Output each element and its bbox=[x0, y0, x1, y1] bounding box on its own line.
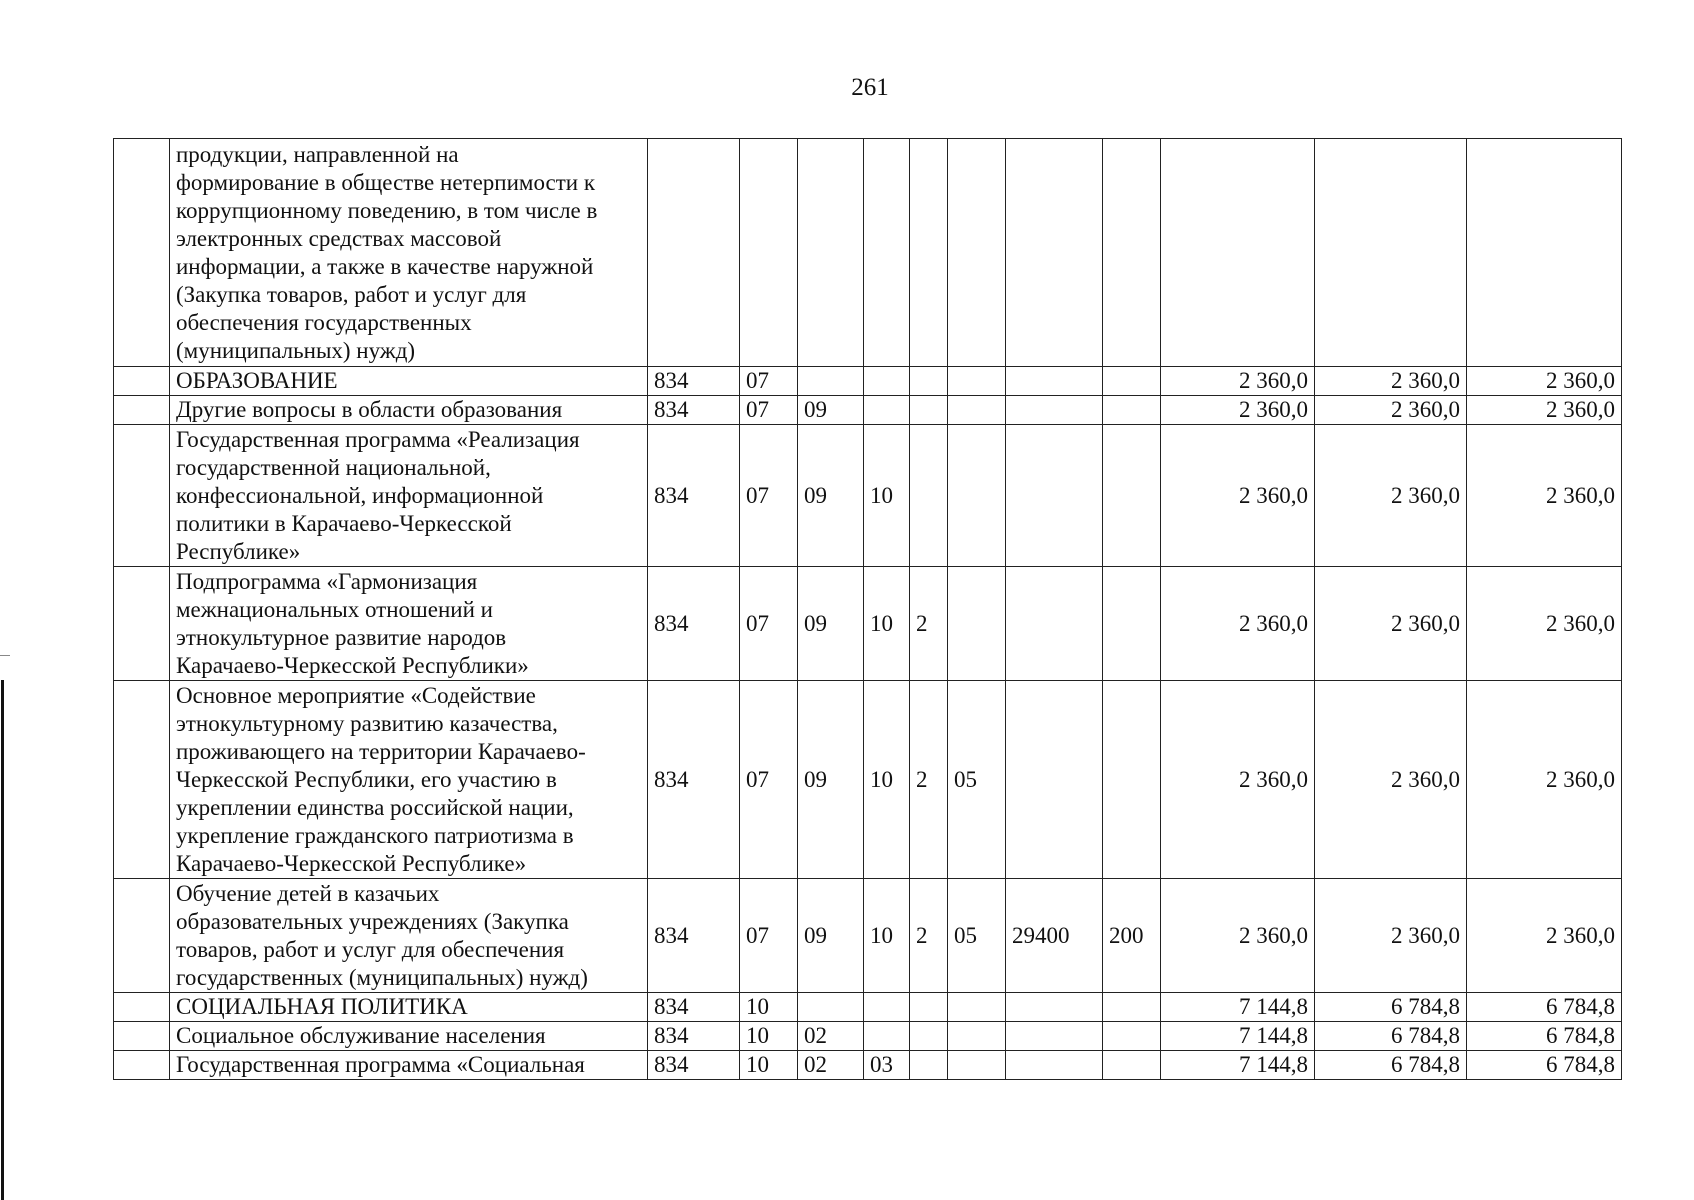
subprogram-code bbox=[910, 993, 948, 1022]
amount-year-2: 2 360,0 bbox=[1315, 425, 1467, 567]
row-index-cell bbox=[114, 1022, 170, 1051]
subprogram-code bbox=[910, 425, 948, 567]
section-code: 07 bbox=[740, 367, 798, 396]
direction-code bbox=[1006, 139, 1103, 367]
amount-year-3 bbox=[1467, 139, 1622, 367]
row-index-cell bbox=[114, 1051, 170, 1080]
activity-code bbox=[948, 1051, 1006, 1080]
amount-year-3: 2 360,0 bbox=[1467, 425, 1622, 567]
ved-code: 834 bbox=[648, 993, 740, 1022]
expense-type-code bbox=[1103, 139, 1161, 367]
section-code: 07 bbox=[740, 681, 798, 879]
row-name: Государственная программа «Социальная bbox=[170, 1051, 648, 1080]
amount-year-2: 6 784,8 bbox=[1315, 993, 1467, 1022]
activity-code bbox=[948, 1022, 1006, 1051]
row-index-cell bbox=[114, 567, 170, 681]
subsection-code: 09 bbox=[798, 396, 864, 425]
expense-type-code bbox=[1103, 1051, 1161, 1080]
page-number: 261 bbox=[851, 74, 889, 101]
expense-type-code bbox=[1103, 425, 1161, 567]
activity-code: 05 bbox=[948, 879, 1006, 993]
subsection-code: 02 bbox=[798, 1022, 864, 1051]
amount-year-3: 6 784,8 bbox=[1467, 993, 1622, 1022]
ved-code: 834 bbox=[648, 396, 740, 425]
section-code bbox=[740, 139, 798, 367]
ved-code bbox=[648, 139, 740, 367]
ved-code: 834 bbox=[648, 1022, 740, 1051]
activity-code bbox=[948, 139, 1006, 367]
activity-code bbox=[948, 367, 1006, 396]
expense-type-code bbox=[1103, 1022, 1161, 1051]
subprogram-code: 2 bbox=[910, 879, 948, 993]
amount-year-1: 2 360,0 bbox=[1161, 567, 1315, 681]
ved-code: 834 bbox=[648, 681, 740, 879]
activity-code bbox=[948, 425, 1006, 567]
row-name: Обучение детей в казачьих образовательных учреждениях (Закупка товаров, работ и услуг для обеспечения государственных (муниципальных) нужд) bbox=[170, 879, 648, 993]
row-name: Другие вопросы в области образования bbox=[170, 396, 648, 425]
subsection-code: 09 bbox=[798, 681, 864, 879]
row-name: Государственная программа «Реализация государственной национальной, конфессиональной, информационной политики в Карачаево-Черкесской Республике» bbox=[170, 425, 648, 567]
table-row bbox=[114, 367, 1622, 396]
direction-code bbox=[1006, 681, 1103, 879]
expense-type-code: 200 bbox=[1103, 879, 1161, 993]
activity-code bbox=[948, 993, 1006, 1022]
row-index-cell bbox=[114, 681, 170, 879]
subsection-code: 09 bbox=[798, 879, 864, 993]
amount-year-3: 2 360,0 bbox=[1467, 567, 1622, 681]
budget-table bbox=[113, 138, 1622, 1080]
expense-type-code bbox=[1103, 681, 1161, 879]
amount-year-3: 2 360,0 bbox=[1467, 879, 1622, 993]
table-row bbox=[114, 1051, 1622, 1080]
program-code bbox=[864, 1022, 910, 1051]
subprogram-code bbox=[910, 1051, 948, 1080]
amount-year-3: 2 360,0 bbox=[1467, 396, 1622, 425]
table-row bbox=[114, 1022, 1622, 1051]
section-code: 10 bbox=[740, 1051, 798, 1080]
amount-year-3: 2 360,0 bbox=[1467, 681, 1622, 879]
row-index-cell bbox=[114, 879, 170, 993]
table-row bbox=[114, 681, 1622, 879]
subprogram-code bbox=[910, 396, 948, 425]
amount-year-2: 2 360,0 bbox=[1315, 367, 1467, 396]
table-row bbox=[114, 993, 1622, 1022]
activity-code bbox=[948, 567, 1006, 681]
row-name: Подпрограмма «Гармонизация межнациональных отношений и этнокультурное развитие народов Карачаево-Черкесской Республики» bbox=[170, 567, 648, 681]
table-row bbox=[114, 425, 1622, 567]
section-code: 10 bbox=[740, 1022, 798, 1051]
direction-code bbox=[1006, 367, 1103, 396]
direction-code bbox=[1006, 567, 1103, 681]
direction-code bbox=[1006, 1022, 1103, 1051]
activity-code: 05 bbox=[948, 681, 1006, 879]
program-code: 10 bbox=[864, 425, 910, 567]
row-index-cell bbox=[114, 396, 170, 425]
expense-type-code bbox=[1103, 396, 1161, 425]
ved-code: 834 bbox=[648, 567, 740, 681]
subsection-code: 09 bbox=[798, 425, 864, 567]
subprogram-code: 2 bbox=[910, 567, 948, 681]
subsection-code bbox=[798, 139, 864, 367]
section-code: 10 bbox=[740, 993, 798, 1022]
section-code: 07 bbox=[740, 396, 798, 425]
row-name: Основное мероприятие «Содействие этнокультурному развитию казачества, проживающего на территории Карачаево- Черкесской Республики, его участию в укреплении единства российской нации, укрепление гражданского патриотизма в Карачаево-Черкесской Республике» bbox=[170, 681, 648, 879]
direction-code: 29400 bbox=[1006, 879, 1103, 993]
amount-year-1: 2 360,0 bbox=[1161, 681, 1315, 879]
amount-year-1: 2 360,0 bbox=[1161, 367, 1315, 396]
table-row bbox=[114, 139, 1622, 367]
direction-code bbox=[1006, 1051, 1103, 1080]
program-code bbox=[864, 139, 910, 367]
amount-year-2: 2 360,0 bbox=[1315, 879, 1467, 993]
amount-year-3: 6 784,8 bbox=[1467, 1022, 1622, 1051]
amount-year-3: 6 784,8 bbox=[1467, 1051, 1622, 1080]
amount-year-1: 7 144,8 bbox=[1161, 1051, 1315, 1080]
amount-year-3: 2 360,0 bbox=[1467, 367, 1622, 396]
program-code bbox=[864, 993, 910, 1022]
amount-year-2: 2 360,0 bbox=[1315, 681, 1467, 879]
subsection-code: 09 bbox=[798, 567, 864, 681]
amount-year-2 bbox=[1315, 139, 1467, 367]
direction-code bbox=[1006, 425, 1103, 567]
table-row bbox=[114, 396, 1622, 425]
section-code: 07 bbox=[740, 879, 798, 993]
row-index-cell bbox=[114, 139, 170, 367]
row-name: ОБРАЗОВАНИЕ bbox=[170, 367, 648, 396]
program-code: 10 bbox=[864, 567, 910, 681]
program-code bbox=[864, 396, 910, 425]
direction-code bbox=[1006, 396, 1103, 425]
program-code: 10 bbox=[864, 681, 910, 879]
amount-year-2: 2 360,0 bbox=[1315, 396, 1467, 425]
program-code: 03 bbox=[864, 1051, 910, 1080]
section-code: 07 bbox=[740, 567, 798, 681]
section-code: 07 bbox=[740, 425, 798, 567]
amount-year-1: 2 360,0 bbox=[1161, 396, 1315, 425]
scan-margin-line bbox=[1, 680, 4, 1200]
subsection-code: 02 bbox=[798, 1051, 864, 1080]
ved-code: 834 bbox=[648, 879, 740, 993]
expense-type-code bbox=[1103, 567, 1161, 681]
program-code: 10 bbox=[864, 879, 910, 993]
table-row bbox=[114, 567, 1622, 681]
amount-year-1: 2 360,0 bbox=[1161, 425, 1315, 567]
amount-year-1 bbox=[1161, 139, 1315, 367]
ved-code: 834 bbox=[648, 367, 740, 396]
row-index-cell bbox=[114, 993, 170, 1022]
direction-code bbox=[1006, 993, 1103, 1022]
amount-year-1: 7 144,8 bbox=[1161, 993, 1315, 1022]
subsection-code bbox=[798, 367, 864, 396]
activity-code bbox=[948, 396, 1006, 425]
expense-type-code bbox=[1103, 367, 1161, 396]
row-index-cell bbox=[114, 367, 170, 396]
table-row bbox=[114, 879, 1622, 993]
ved-code: 834 bbox=[648, 425, 740, 567]
row-name: Социальное обслуживание населения bbox=[170, 1022, 648, 1051]
ved-code: 834 bbox=[648, 1051, 740, 1080]
expense-type-code bbox=[1103, 993, 1161, 1022]
subprogram-code: 2 bbox=[910, 681, 948, 879]
amount-year-2: 2 360,0 bbox=[1315, 567, 1467, 681]
subprogram-code bbox=[910, 139, 948, 367]
subsection-code bbox=[798, 993, 864, 1022]
row-index-cell bbox=[114, 425, 170, 567]
amount-year-1: 7 144,8 bbox=[1161, 1022, 1315, 1051]
scan-margin-tick bbox=[0, 655, 10, 656]
program-code bbox=[864, 367, 910, 396]
row-name: продукции, направленной на формирование в обществе нетерпимости к коррупционному поведению, в том числе в электронных средствах массовой информации, а также в качестве наружной (Закупка товаров, работ и услуг для обеспечения государственных (муниципальных) нужд) bbox=[170, 139, 648, 367]
subprogram-code bbox=[910, 367, 948, 396]
subprogram-code bbox=[910, 1022, 948, 1051]
amount-year-1: 2 360,0 bbox=[1161, 879, 1315, 993]
amount-year-2: 6 784,8 bbox=[1315, 1022, 1467, 1051]
amount-year-2: 6 784,8 bbox=[1315, 1051, 1467, 1080]
row-name: СОЦИАЛЬНАЯ ПОЛИТИКА bbox=[170, 993, 648, 1022]
